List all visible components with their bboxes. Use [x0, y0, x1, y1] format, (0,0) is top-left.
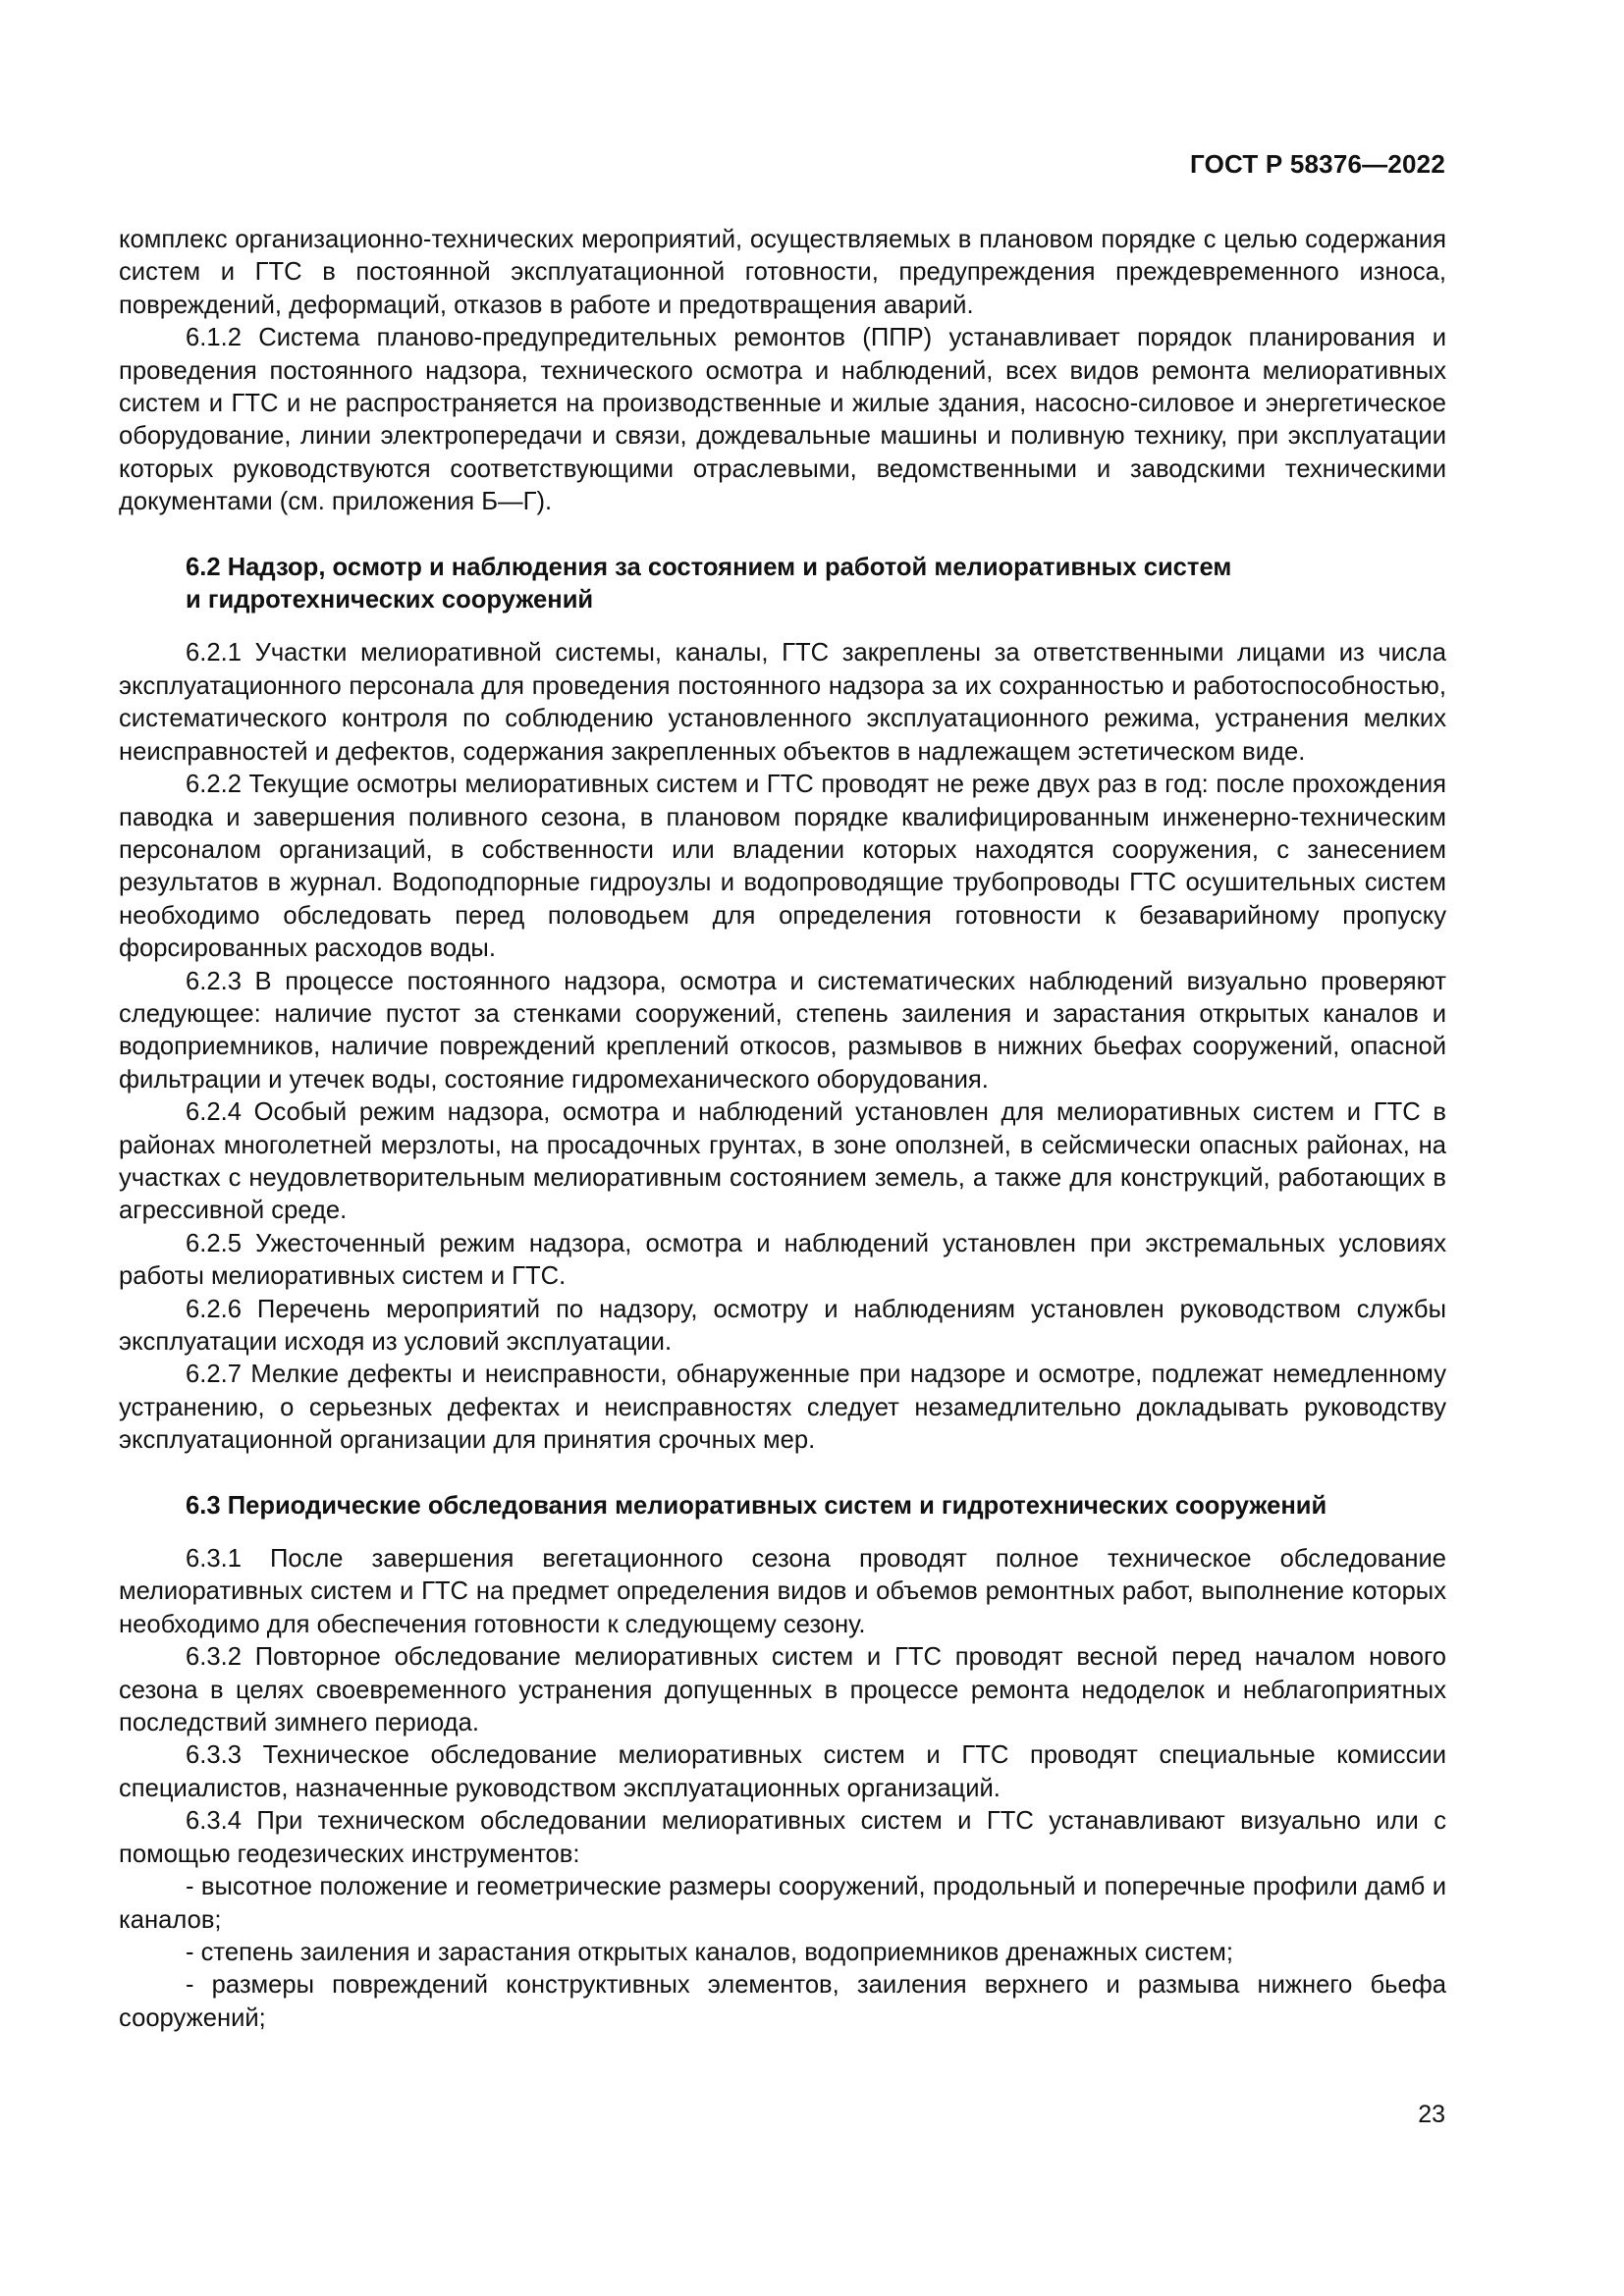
- list-item-dash-1: - высотное положение и геометрические размеры сооружений, продольный и поперечные профили дамб и каналов;: [119, 1873, 1446, 1934]
- paragraph-6-2-7: 6.2.7 Мелкие дефекты и неисправности, обнаруженные при надзоре и осмотре, подлежат немедленному устранению, о серьезных дефектах и неисправностях следует незамедлительно докладывать руководству эксплуатационной организации для принятия срочных мер.: [119, 1361, 1446, 1455]
- list-item-dash-2: - степень заиления и зарастания открытых каналов, водоприемников дренажных систем;: [186, 1938, 1234, 1966]
- paragraph-6-3-3: 6.3.3 Техническое обследование мелиоративных систем и ГТС проводят специальные комиссии специалистов, назначенные руководством эксплуатационных организаций.: [119, 1741, 1446, 1802]
- paragraph-6-2-5: 6.2.5 Ужесточенный режим надзора, осмотра и наблюдений установлен при экстремальных условиях работы мелиоративных систем и ГТС.: [119, 1229, 1446, 1291]
- paragraph-6-2-4: 6.2.4 Особый режим надзора, осмотра и наблюдений установлен для мелиоративных систем и ГТС в районах многолетней мерзлоты, на просадочных грунтах, в зоне оползней, в сейсмически опасных районах, на участках с неудовлетворительным мелиоративным состоянием земель, а также для конструкций, работающих в агрессивной среде.: [119, 1098, 1446, 1225]
- paragraph-6-2-1: 6.2.1 Участки мелиоративной системы, каналы, ГТС закреплены за ответственными лицами из числа эксплуатационного персонала для проведения постоянного надзора за их сохранностью и работоспособностью, систематического контроля по соблюдению установленного эксплуатационного режима, устранения мелких неисправностей и дефектов, содержания закрепленных объектов в надлежащем эстетическом виде.: [119, 639, 1446, 766]
- section-heading-6-3: [119, 1490, 1446, 1522]
- paragraph-6-3-4: 6.3.4 При техническом обследовании мелиоративных систем и ГТС устанавливают визуально или с помощью геодезических инструментов:: [119, 1807, 1446, 1868]
- document-code-header: ГОСТ Р 58376—2022: [1190, 149, 1445, 179]
- list-item-dash-3: - размеры повреждений конструктивных элементов, заиления верхнего и размыва нижнего бьефа сооружений;: [119, 1971, 1446, 2032]
- section-heading-6-2-line-1: 6.2 Надзор, осмотр и наблюдения за состоянием и работой мелиоративных систем: [186, 553, 1232, 581]
- paragraph-6-3-1: 6.3.1 После завершения вегетационного сезона проводят полное техническое обследование мелиоративных систем и ГТС на предмет определения видов и объемов ремонтных работ, выполнение которых необходимо для обеспечения готовности к следующему сезону.: [119, 1545, 1446, 1638]
- document-body: [119, 224, 1446, 2035]
- section-heading-6-2: [119, 552, 1446, 617]
- paragraph-continuation: комплекс организационно-технических мероприятий, осуществляемых в плановом порядке с целью содержания систем и ГТС в постоянной эксплуатационной готовности, предупреждения преждевременного износа, повреждений, деформаций, отказов в работе и предотвращения аварий.: [119, 226, 1446, 319]
- section-heading-6-2-line-2: и гидротехнических сооружений: [186, 586, 594, 614]
- paragraph-6-2-2: 6.2.2 Текущие осмотры мелиоративных систем и ГТС проводят не реже двух раз в год: после прохождения паводка и завершения поливного сезона, в плановом порядке квалифицированным инженерно-техническим персоналом организаций, в собственности или владении которых находятся сооружения, с занесением результатов в журнал. Водоподпорные гидроузлы и водопроводящие трубопроводы ГТС осушительных систем необходимо обследовать перед половодьем для определения готовности к безаварийному пропуску форсированных расходов воды.: [119, 771, 1446, 963]
- paragraph-6-2-3: 6.2.3 В процессе постоянного надзора, осмотра и систематических наблюдений визуально проверяют следующее: наличие пустот за стенками сооружений, степень заиления и зарастания открытых каналов и водоприемников, наличие повреждений креплений откосов, размывов в нижних бьефах сооружений, опасной фильтрации и утечек воды, состояние гидромеханического оборудования.: [119, 967, 1446, 1094]
- section-heading-6-3-text: 6.3 Периодические обследования мелиоративных систем и гидротехнических сооружений: [186, 1491, 1327, 1520]
- page-number: 23: [1418, 2101, 1445, 2128]
- paragraph-6-1-2: 6.1.2 Система планово-предупредительных ремонтов (ППР) устанавливает порядок планирования и проведения постоянного надзора, технического осмотра и наблюдений, всех видов ремонта мелиоративных систем и ГТС и не распространяется на производственные и жилые здания, насосно-силовое и энергетическое оборудование, линии электропередачи и связи, дождевальные машины и поливную технику, при эксплуатации которых руководствуются соответствующими отраслевыми, ведомственными и заводскими техническими документами (см. приложения Б—Г).: [119, 324, 1446, 516]
- paragraph-6-2-6: 6.2.6 Перечень мероприятий по надзору, осмотру и наблюдениям установлен руководством службы эксплуатации исходя из условий эксплуатации.: [119, 1295, 1446, 1356]
- paragraph-6-3-2: 6.3.2 Повторное обследование мелиоративных систем и ГТС проводят весной перед началом нового сезона в целях своевременного устранения допущенных в процессе ремонта недоделок и неблагоприятных последствий зимнего периода.: [119, 1643, 1446, 1737]
